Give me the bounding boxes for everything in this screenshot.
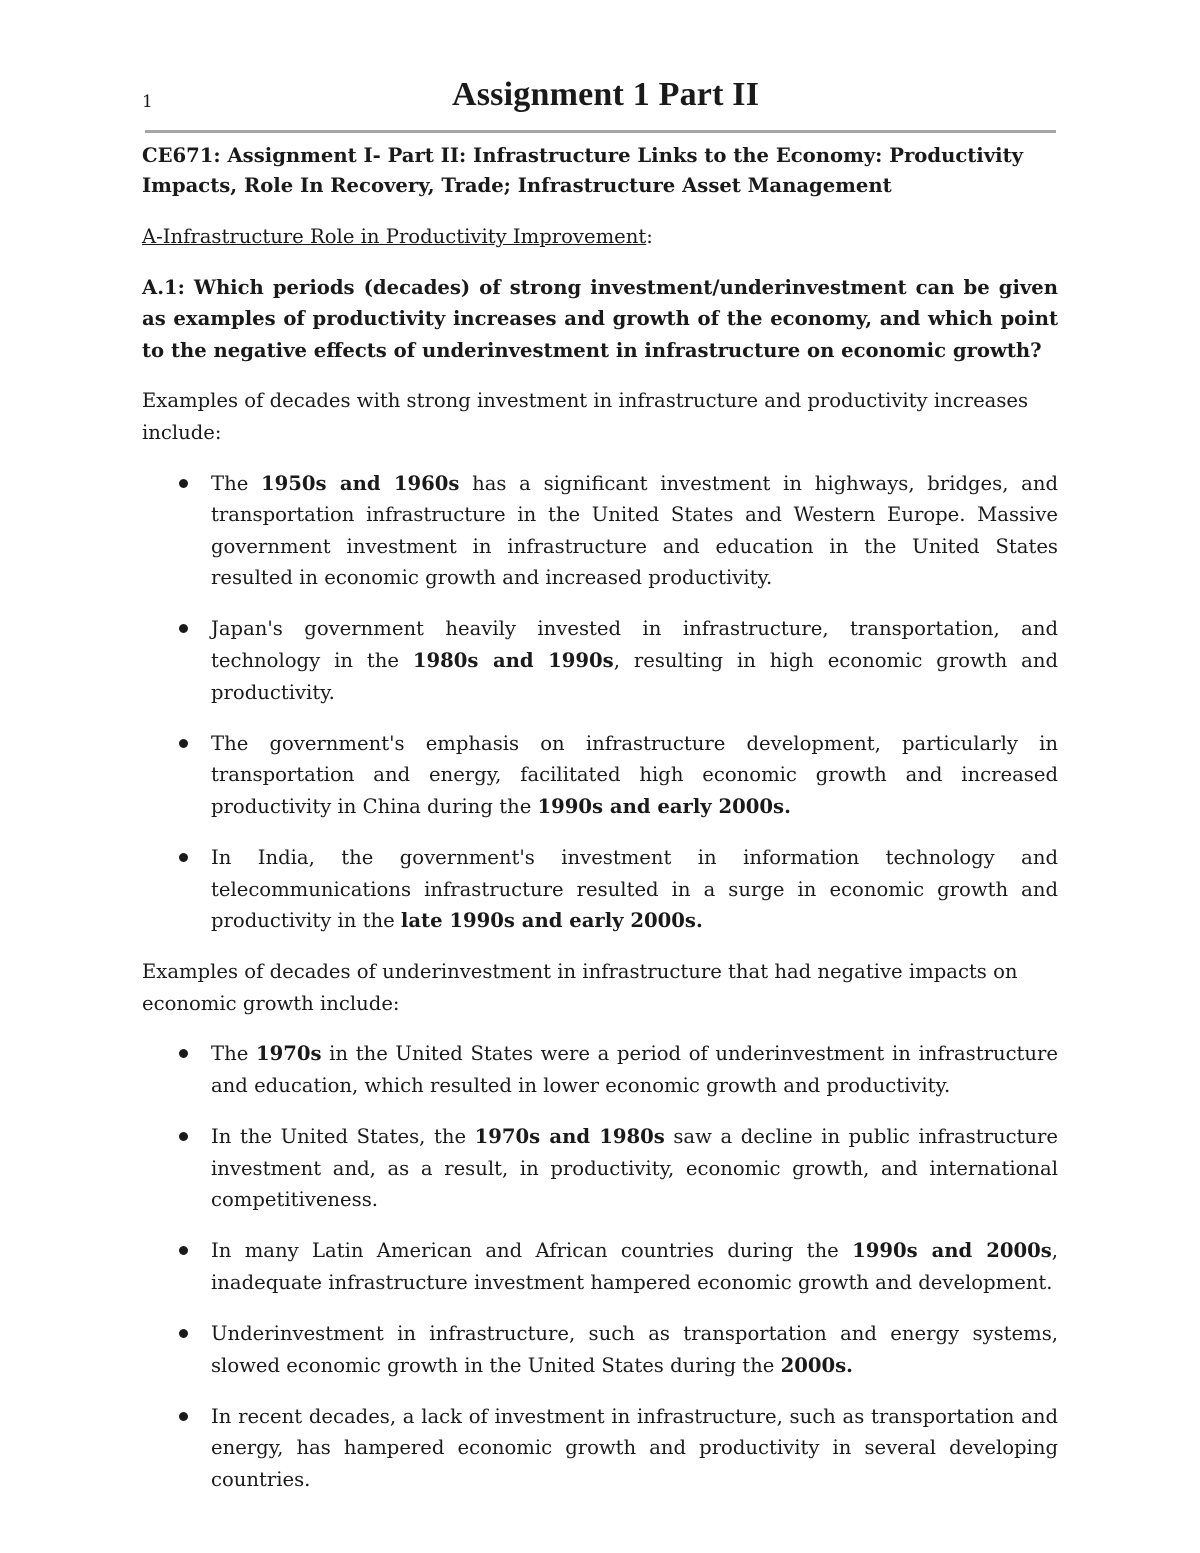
bullet-icon xyxy=(179,739,188,748)
page-number: 1 xyxy=(142,92,153,112)
item-text: In the United States, the xyxy=(211,1125,475,1149)
list-item xyxy=(142,1038,1058,1101)
list-item xyxy=(142,1401,1058,1496)
list-item xyxy=(142,842,1058,937)
item-text: , inadequate infrastructure investment hampered economic growth and development. xyxy=(211,1239,1058,1295)
underinvestment-list xyxy=(142,1038,1058,1495)
bullet-icon xyxy=(179,1246,188,1255)
section-heading-line xyxy=(142,221,1058,253)
item-emphasis: 1970s xyxy=(255,1042,322,1066)
list-item xyxy=(142,468,1058,594)
question-a1: A.1: Which periods (decades) of strong investment/underinvestment can be given as examples of productivity increases and growth of the economy, and which point to the negative effects of underinvestment in infrastructure on economic growth? xyxy=(142,275,1058,362)
bullet-icon xyxy=(179,1412,188,1421)
list-item xyxy=(142,613,1058,708)
underinvestment-intro: Examples of decades of underinvestment in infrastructure that had negative impacts on economic growth include: xyxy=(142,960,1018,1015)
bullet-icon xyxy=(179,479,188,488)
bullet-icon xyxy=(179,1132,188,1141)
bullet-icon xyxy=(179,853,188,862)
bullet-icon xyxy=(179,624,188,633)
bullet-icon xyxy=(179,1049,188,1058)
header-title: Assignment 1 Part II xyxy=(452,76,760,113)
strong-investment-list xyxy=(142,468,1058,937)
item-emphasis: 1990s and early 2000s. xyxy=(537,794,791,818)
document-body xyxy=(142,141,1058,1515)
section-heading: A-Infrastructure Role in Productivity Improvement xyxy=(142,225,647,248)
item-emphasis: 1980s and 1990s xyxy=(412,649,614,673)
item-emphasis: 1950s and 1960s xyxy=(261,471,460,495)
item-emphasis: 2000s. xyxy=(780,1353,853,1377)
item-text: has a significant investment in highways, bridges, and transportation infrastructure in the United States and Western Europe. Massive government investment in infrastructure and education in the United States resulted in economic growth and increased productivity. xyxy=(211,471,1058,590)
item-text: Underinvestment in infrastructure, such as transportation and energy systems, slowed economic growth in the United States during the xyxy=(211,1322,1058,1377)
item-emphasis: 1990s and 2000s xyxy=(852,1239,1052,1263)
item-text: The xyxy=(211,471,261,495)
course-heading: CE671: Assignment I- Part II: Infrastructure Links to the Economy: Productivity Impacts, Role In Recovery, Trade; Infrastructure Asset Management xyxy=(142,144,1024,197)
item-text: In India, the government's investment in information technology and telecommunications infrastructure resulted in a surge in economic growth and productivity in the xyxy=(211,846,1058,933)
list-item xyxy=(142,1235,1058,1298)
header-divider xyxy=(145,130,1056,133)
item-text: The government's emphasis on infrastructure development, particularly in transportation and energy, facilitated high economic growth and increased productivity in China during the xyxy=(211,731,1058,818)
list-item xyxy=(142,728,1058,823)
section-heading-colon: : xyxy=(646,225,653,248)
item-emphasis: late 1990s and early 2000s. xyxy=(400,909,703,933)
item-emphasis: 1970s and 1980s xyxy=(474,1125,665,1149)
item-text: In recent decades, a lack of investment in infrastructure, such as transportation and energy, has hampered economic growth and productivity in several developing countries. xyxy=(211,1404,1058,1491)
item-text: , resulting in high economic growth and productivity. xyxy=(211,649,1059,704)
item-text: saw a decline in public infrastructure investment and, as a result, in productivity, economic growth, and international competitiveness. xyxy=(211,1125,1058,1212)
item-text: The xyxy=(211,1042,256,1066)
bullet-icon xyxy=(179,1329,188,1338)
item-text: in the United States were a period of underinvestment in infrastructure and education, which resulted in lower economic growth and productivity. xyxy=(211,1042,1059,1098)
strong-investment-intro: Examples of decades with strong investment in infrastructure and productivity increases include: xyxy=(142,389,1029,444)
list-item xyxy=(142,1121,1058,1216)
list-item xyxy=(142,1318,1058,1381)
item-text: In many Latin American and African countries during the xyxy=(211,1239,853,1263)
item-text: Japan's government heavily invested in infrastructure, transportation, and technology in the xyxy=(211,617,1058,673)
